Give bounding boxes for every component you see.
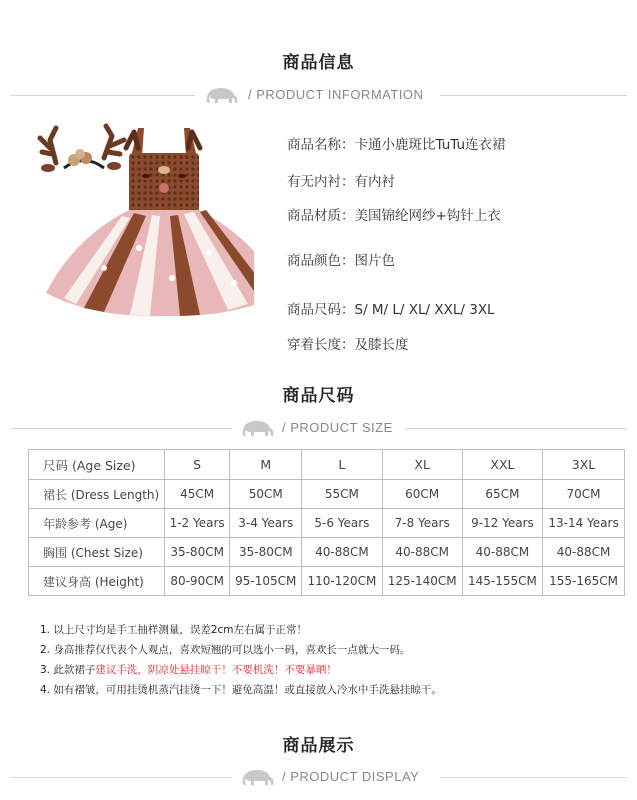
table-cell: 50CM [230, 480, 302, 509]
table-header-cell: 3XL [543, 450, 625, 480]
table-row [29, 567, 625, 596]
table-cell: 35-80CM [165, 538, 230, 567]
info-value-name: 卡通小鹿斑比TuTu连衣裙 [354, 137, 506, 153]
info-row-name [287, 133, 506, 153]
info-row-material [287, 204, 501, 224]
table-row-label: 胸围 (Chest Size) [29, 538, 165, 567]
table-row-label: 建议身高 (Height) [29, 567, 165, 596]
section-title-size: 商品尺码 [282, 386, 355, 406]
info-row-length [287, 333, 409, 353]
info-label-material: 商品材质： [287, 208, 355, 224]
table-row-label: 裙长 (Dress Length) [29, 480, 165, 509]
table-row [29, 509, 625, 538]
table-cell: 65CM [462, 480, 542, 509]
info-label-length: 穿着长度： [287, 337, 355, 353]
table-cell: 40-88CM [302, 538, 382, 567]
table-row [29, 480, 625, 509]
section-subtitle-text: / PRODUCT INFORMATION [248, 87, 424, 102]
table-row-label: 年龄参考 (Age) [29, 509, 165, 538]
info-row-size [287, 298, 495, 318]
table-cell: 40-88CM [462, 538, 542, 567]
table-header-row [29, 450, 625, 480]
elephant-icon [240, 767, 276, 787]
antler-headband [40, 126, 124, 172]
table-cell: 110-120CM [302, 567, 382, 596]
section-subtitle-text: / PRODUCT DISPLAY [282, 769, 420, 784]
info-label-color: 商品颜色： [287, 253, 355, 269]
info-value-material: 美国锦纶网纱+钩针上衣 [354, 208, 501, 224]
divider-line-right [440, 95, 627, 96]
table-cell: 9-12 Years [462, 509, 542, 538]
info-value-lining: 有内衬 [354, 174, 395, 190]
note-3-prefix: 3. 此款裙子 [40, 664, 96, 676]
table-cell: 95-105CM [230, 567, 302, 596]
table-cell: 125-140CM [382, 567, 462, 596]
info-label-lining: 有无内衬： [287, 174, 355, 190]
elephant-icon [240, 418, 276, 438]
table-cell: 1-2 Years [165, 509, 230, 538]
size-table [28, 449, 625, 596]
table-cell: 40-88CM [543, 538, 625, 567]
section-title-display: 商品展示 [282, 736, 355, 756]
table-cell: 55CM [302, 480, 382, 509]
info-row-lining [287, 170, 395, 190]
divider-line-right [440, 777, 627, 778]
table-header-cell: M [230, 450, 302, 480]
divider-line-right [405, 428, 627, 429]
table-header-cell: L [302, 450, 382, 480]
table-header-cell: 尺码 (Age Size) [29, 450, 165, 480]
table-row [29, 538, 625, 567]
elephant-icon [204, 85, 240, 105]
info-value-color: 图片色 [354, 253, 395, 269]
table-cell: 13-14 Years [543, 509, 625, 538]
section-subtitle-size [0, 418, 637, 438]
section-subtitle-text: / PRODUCT SIZE [282, 420, 393, 435]
info-label-size: 商品尺码： [287, 302, 355, 318]
section-subtitle-display [0, 767, 637, 787]
table-cell: 155-165CM [543, 567, 625, 596]
table-header-cell: XXL [462, 450, 542, 480]
table-header-cell: XL [382, 450, 462, 480]
table-cell: 40-88CM [382, 538, 462, 567]
table-cell: 45CM [165, 480, 230, 509]
table-cell: 145-155CM [462, 567, 542, 596]
table-cell: 70CM [543, 480, 625, 509]
note-1: 1. 以上尺寸均是手工抽样测量，误差2cm左右属于正常！ [40, 624, 308, 636]
note-3-warning: 建议手洗，阴凉处悬挂晾干！不要机洗！不要暴晒！ [95, 664, 337, 676]
note-3 [40, 660, 442, 680]
info-label-name: 商品名称： [287, 137, 355, 153]
table-header-cell: S [165, 450, 230, 480]
info-row-color [287, 249, 395, 269]
table-cell: 5-6 Years [302, 509, 382, 538]
note-2: 2. 身高推荐仅代表个人观点，喜欢短翘的可以选小一码，喜欢长一点就大一码。 [40, 644, 411, 656]
divider-line-left [10, 777, 232, 778]
table-cell: 60CM [382, 480, 462, 509]
divider-line-left [10, 428, 232, 429]
table-cell: 7-8 Years [382, 509, 462, 538]
deer-tutu-dress-image [34, 118, 254, 338]
section-title-product-info: 商品信息 [282, 53, 355, 73]
table-cell: 80-90CM [165, 567, 230, 596]
section-subtitle-product-info [0, 85, 637, 105]
table-cell: 35-80CM [230, 538, 302, 567]
info-value-size: S/ M/ L/ XL/ XXL/ 3XL [354, 302, 495, 318]
table-cell: 3-4 Years [230, 509, 302, 538]
info-value-length: 及膝长度 [354, 337, 409, 353]
note-4: 4. 如有褶皱，可用挂烫机蒸汽挂烫一下！避免高温！或直接放入冷水中手洗悬挂晾干。 [40, 684, 442, 696]
divider-line-left [10, 95, 195, 96]
size-notes [40, 620, 442, 700]
